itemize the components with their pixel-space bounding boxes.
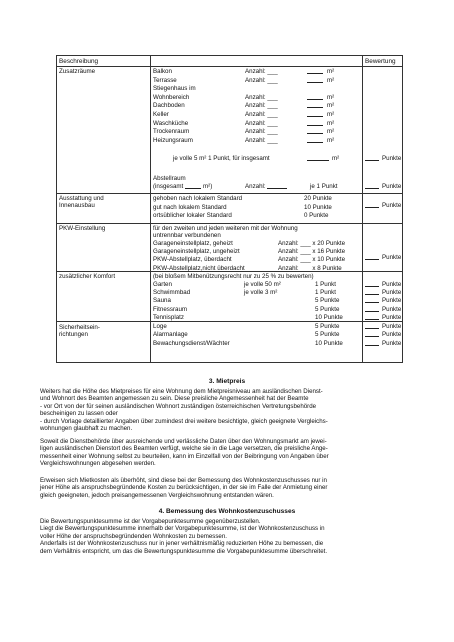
komfort-bewertung: Punkte (382, 281, 402, 288)
pkw-option: Garageneinstellplatz, geheizt (153, 240, 233, 247)
row-sicherheit (57, 321, 402, 362)
text-line: Soweit die Dienstbehörde über ausreichende und verlässliche Daten über den Wohnungsmarkt am jewei- (40, 438, 327, 445)
text-line: - vor Ort von der für seinen ausländischen Wohnort zuständigen österreichischen Vertretungsbehörde (40, 402, 317, 410)
text-line: dem Verhältnis entspricht, um das die Bewertungspunktesumme die Vorgabepunktesumme überschreitet. (40, 547, 328, 555)
ausstattung-points: 10 Punkte (304, 203, 332, 211)
zusatz-item-name: Dachboden (153, 102, 185, 110)
zusatz-item-name: Balkon (153, 68, 172, 75)
zusatz-item-unit: m² (327, 128, 335, 136)
zusatz-item-anzahl: Anzahl: ___ (245, 119, 278, 127)
komfort-option: Fitnessraum (153, 305, 188, 313)
section3-paragraph-3 (40, 477, 420, 499)
ausstattung-option: gut nach lokalem Standard (153, 203, 227, 211)
row-ausstattung (57, 193, 402, 223)
komfort-points: 10 Punkte (315, 313, 343, 321)
text-line: jener Höhe als anspruchsbegründende Kosten zu berücksichtigen, in der sie im Falle der Anmietung einer (40, 484, 328, 492)
sicherheit-bewertung: Punkte (382, 323, 402, 330)
text-line: bescheinigen zu lassen oder (40, 410, 118, 418)
abstellraum-each: je 1 Punkt (310, 183, 338, 190)
zusatz-item-blank (307, 77, 323, 83)
zusatz-item-anzahl: Anzahl: ___ (245, 93, 278, 101)
zusatz-item-unit: m² (327, 111, 335, 118)
points-blank (365, 202, 379, 208)
text-line: ligen ausländischen Dienstort des Beamten verfügt, welche sie in die Lage versetzen, die preisliche Ange- (40, 445, 328, 453)
zusatz-item-anzahl: Anzahl: ___ (245, 128, 278, 136)
zusatz-item-blank (307, 102, 323, 108)
points-blank (365, 323, 379, 329)
zusatz-item-anzahl: Anzahl: ___ (245, 76, 278, 84)
komfort-bewertung: Punkte (382, 289, 402, 297)
pkw-anzahl: Anzahl: ___ x 20 Punkte (278, 240, 346, 247)
section3-title: 3. Mietpreis (208, 378, 246, 385)
text-line: messenheit einer Wohnung selbst zu beurteilen, kann im Einzelfall von der Beibringung von Angaben über (40, 452, 329, 460)
komfort-points: 5 Punkte (315, 305, 340, 313)
zusatz-item-anzahl: Anzahl: ___ (245, 102, 278, 110)
text-line: Die Bewertungspunktesumme ist der Vorgabepunktesumme gegenüberzustellen. (40, 518, 261, 525)
abstellraum-anzahl: Anzahl: (245, 183, 266, 190)
pkw-option: PKW-Abstellplatz, überdacht (153, 256, 232, 264)
zusatz-item-blank (307, 68, 323, 74)
pkw-intro-2: untrennbar verbundenen (153, 232, 221, 239)
komfort-mid: je volle 50 m² (244, 281, 281, 288)
zusatz-item-blank (307, 111, 323, 117)
pkw-option: PKW-Abstellplatz,nicht überdacht (153, 264, 245, 272)
sicherheit-option: Alarmanlage (153, 331, 188, 339)
header-bewertung: Bewertung (365, 58, 396, 65)
zusatz-summary: je volle 5 m² 1 Punkt, für insgesamt (173, 155, 270, 162)
text-line: voller Höhe der anspruchsbegründenden Wohnkosten zu bemessen. (40, 532, 227, 540)
komfort-option: Tennisplatz (153, 313, 184, 321)
label-sicherheit-1: Sicherheitsein- (59, 324, 100, 331)
label-ausstattung-1: Ausstattung und (59, 195, 104, 202)
points-blank (365, 340, 379, 346)
sicherheit-bewertung: Punkte (382, 339, 402, 347)
text-line: und Wohnort des Beamten angemessen zu sein. Diese preisliche Angemessenheit hat der Beamte (40, 395, 309, 403)
zusatz-item-blank (307, 120, 323, 126)
zusatz-item-blank (307, 128, 323, 134)
text-line: - durch Vorlage detaillierter Angaben über zumindest drei weitere besichtigte, gleich geeignete Vergleichs- (40, 417, 328, 425)
komfort-points: 1 Punkt (315, 289, 336, 297)
abstellraum-insgesamt: (insgesamt (153, 183, 184, 190)
zusatz-item-blank (307, 137, 323, 143)
points-blank (365, 314, 379, 320)
label-sicherheit-2: richtungen (59, 331, 88, 338)
points-blank (365, 254, 379, 260)
komfort-bewertung: Punkte (382, 305, 402, 313)
pkw-intro-1: für den zweiten und jeden weiteren mit der Wohnung (153, 225, 298, 232)
komfort-option: Sauna (153, 297, 171, 305)
zusatz-item-blank (307, 94, 323, 100)
points-blank (365, 289, 379, 295)
komfort-bewertung: Punkte (382, 313, 402, 321)
abstellraum-label: Abstellraum (153, 175, 186, 182)
points-blank (365, 183, 379, 189)
points-blank (365, 281, 379, 287)
zusatz-item-unit: m² (327, 76, 335, 84)
komfort-option: Schwimmbad (153, 289, 191, 297)
label-pkw: PKW-Einstellung (59, 225, 106, 232)
komfort-points: 1 Punkt (315, 281, 336, 288)
zusatz-item-name: Heizungsraum (153, 136, 193, 144)
zusatz-item-unit: m² (327, 68, 335, 75)
zusatz-summary-unit: m² (332, 155, 340, 162)
abstellraum-points: Punkte (382, 183, 402, 190)
zusatz-item-unit: m² (327, 119, 335, 127)
section3-paragraph-1 (40, 388, 420, 432)
zusatz-item-name: Terrasse (153, 76, 177, 84)
zusatz-item-anzahl: Anzahl: ___ (245, 68, 278, 75)
text-line: Liegt die Bewertungspunktesumme innerhalb der Vorgabepunktesumme, ist der Wohnkostenzuschuss in (40, 525, 325, 533)
ausstattung-points: 20 Punkte (304, 195, 332, 202)
zusatz-item-name: Waschküche (153, 119, 189, 127)
komfort-option: Garten (153, 281, 172, 288)
sicherheit-option: Loge (153, 323, 167, 330)
abstellraum-unit: m²) (203, 183, 213, 190)
bewertung-table (56, 55, 403, 363)
zusatz-item-name: Keller (153, 111, 169, 118)
zusatz-item-name: Wohnbereich (153, 93, 190, 101)
zusatz-item-anzahl: Anzahl: ___ (245, 111, 278, 118)
pkw-anzahl: Anzahl: ___ x 16 Punkte (278, 248, 346, 256)
label-komfort: zusätzlicher Komfort (59, 273, 116, 280)
zusatz-item-unit: m² (327, 93, 335, 101)
zusatz-item-unit: m² (327, 136, 335, 144)
text-line: Vergleichswohnungen abgesehen werden. (40, 460, 156, 468)
points-blank (365, 306, 379, 312)
zusatz-item-name: Trockenraum (153, 128, 190, 136)
text-line: Weiters hat die Höhe des Mietpreises für eine Wohnung dem Mietpreisniveau am ausländischen Dienst- (40, 388, 323, 395)
text-line: Erweisen sich Mietkosten als überhöht, sind diese bei der Bemessung des Wohnkostenzuschusses nur in (40, 477, 327, 484)
ausstattung-bewertung: Punkte (382, 202, 402, 209)
summary-blank (307, 155, 329, 161)
ausstattung-option: gehoben nach lokalem Standard (153, 195, 243, 202)
zusatz-summary-points: Punkte (382, 155, 402, 162)
label-ausstattung-2: Innenausbau (59, 202, 95, 209)
ausstattung-points: 0 Punkte (304, 212, 329, 220)
abstell-anzahl-blank (267, 183, 287, 189)
komfort-bewertung: Punkte (382, 297, 402, 305)
zusatz-item-name: Stiegenhaus im (153, 85, 196, 93)
abstell-blank (185, 183, 201, 189)
label-zusatzraeume: Zusatzräume (59, 68, 96, 75)
section4-title: 4. Bemessung des Wohnkostenzuschusses (158, 508, 296, 515)
pkw-anzahl: Anzahl: ___ x 10 Punkte (278, 256, 346, 264)
pkw-option: Garageneinstellplatz, ungeheizt (153, 248, 240, 256)
pkw-bewertung: Punkte (382, 254, 402, 261)
zusatz-item-unit: m² (327, 102, 335, 110)
pkw-anzahl: Anzahl: ___ x 8 Punkte (278, 264, 342, 272)
komfort-points: 5 Punkte (315, 297, 340, 305)
sicherheit-points: 10 Punkte (315, 339, 343, 347)
ausstattung-option: ortsüblicher lokaler Standard (153, 212, 232, 220)
points-blank (365, 297, 379, 303)
row-komfort (57, 271, 402, 321)
sicherheit-option: Bewachungsdienst/Wächter (153, 339, 230, 347)
sicherheit-bewertung: Punkte (382, 331, 402, 339)
row-zusatzraeume (57, 66, 402, 193)
text-line: wohnungen glaubhaft zu machen. (40, 425, 133, 433)
points-blank (365, 155, 379, 161)
text-line: gleich geeigneten, jedoch preisangemessenen Vergleichswohnung entstanden wären. (40, 491, 274, 499)
zusatz-item-anzahl: Anzahl: ___ (245, 136, 278, 144)
points-blank (365, 331, 379, 337)
section3-paragraph-2 (40, 438, 420, 468)
text-line: Anderfalls ist der Wohnkostenzuschuss nur in jener verhältnismäßig reduzierten Höhe zu bemessen, die (40, 540, 324, 548)
section4-paragraph (40, 518, 420, 555)
header-beschreibung: Beschreibung (59, 58, 99, 65)
sicherheit-points: 5 Punkte (315, 323, 340, 330)
row-pkw (57, 223, 402, 271)
sicherheit-points: 5 Punkte (315, 331, 340, 339)
komfort-mid: je volle 3 m² (244, 289, 278, 297)
komfort-intro: (bei bloßem Mitbenützungsrecht nur zu 25 % zu bewerten) (153, 273, 314, 280)
